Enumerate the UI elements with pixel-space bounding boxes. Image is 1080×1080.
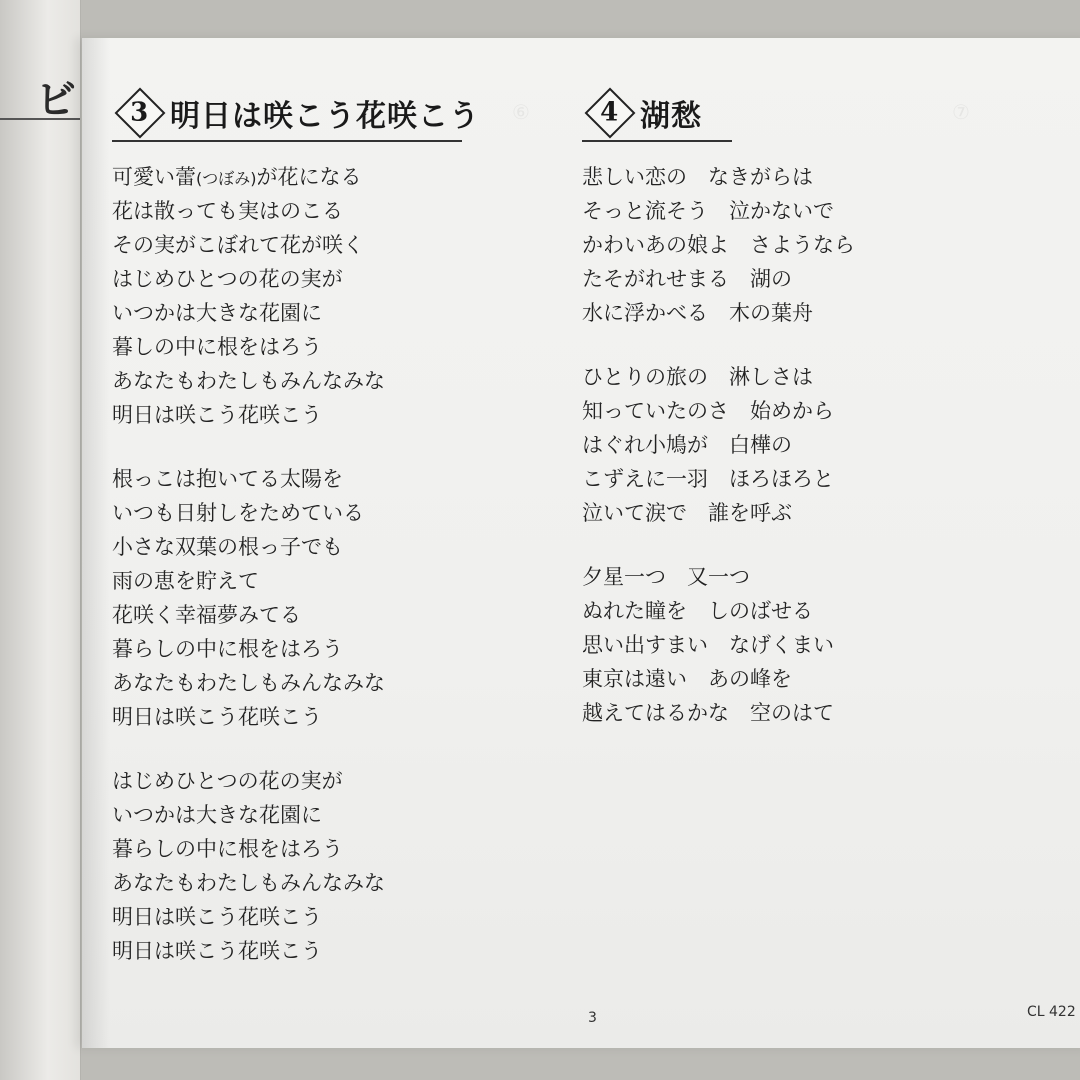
song-title: 湖愁 bbox=[640, 99, 702, 134]
stanza bbox=[582, 160, 855, 330]
lyric-line: はぐれ小鳩が 白樺の bbox=[582, 433, 792, 457]
stanza bbox=[582, 360, 855, 530]
lyric-line: たそがれせまる 湖の bbox=[582, 267, 792, 291]
stanza bbox=[112, 462, 480, 734]
lyric-line: 知っていたのさ 始めから bbox=[582, 399, 834, 423]
lyric-line: 根っこは抱いてる太陽を bbox=[112, 467, 343, 491]
lyric-segment: 可愛い蕾(つぼみ)が花になる bbox=[112, 165, 362, 189]
lyric-line: 小さな双葉の根っ子でも bbox=[112, 535, 343, 559]
lyric-line: 暮しの中に根をはろう bbox=[112, 335, 322, 359]
lyric-line: 暮らしの中に根をはろう bbox=[112, 637, 343, 661]
lyrics-booklet-page bbox=[82, 38, 1080, 1048]
lyric-line: いつかは大きな花園に bbox=[112, 301, 322, 325]
song-3 bbox=[112, 90, 480, 998]
stanza bbox=[112, 160, 480, 432]
page-number: 3 bbox=[588, 1010, 597, 1026]
song-4 bbox=[582, 90, 855, 760]
previous-page-rule bbox=[0, 118, 80, 120]
lyric-line: 明日は咲こう花咲こう bbox=[112, 939, 322, 963]
lyric-line: あなたもわたしもみんなみな bbox=[112, 671, 385, 695]
lyric-line: はじめひとつの花の実が bbox=[112, 769, 343, 793]
track-number-diamond-icon bbox=[115, 88, 166, 139]
song-4-title-row bbox=[582, 90, 855, 136]
lyric-line: 思い出すまい なげくまい bbox=[582, 633, 834, 657]
catalog-number: CL 422 bbox=[1027, 1004, 1076, 1020]
lyric-line: こずえに一羽 ほろほろと bbox=[582, 467, 834, 491]
lyric-line: その実がこぼれて花が咲く bbox=[112, 233, 364, 257]
fold-shadow bbox=[82, 38, 110, 1048]
title-underline bbox=[112, 140, 462, 142]
previous-page-title-fragment: ビ bbox=[36, 77, 76, 123]
song-3-title-row bbox=[112, 90, 480, 136]
song-title: 明日は咲こう花咲こう bbox=[170, 99, 480, 134]
lyric-line: ぬれた瞳を しのばせる bbox=[582, 599, 813, 623]
lyric-line: かわいあの娘よ さようなら bbox=[582, 233, 855, 257]
reading-annotation: (つぼみ) bbox=[196, 169, 257, 188]
song-4-lyrics bbox=[582, 160, 855, 730]
track-number: 3 bbox=[130, 98, 150, 128]
lyric-line: 明日は咲こう花咲こう bbox=[112, 705, 322, 729]
lyric-line: 明日は咲こう花咲こう bbox=[112, 905, 322, 929]
song-3-lyrics bbox=[112, 160, 480, 968]
lyric-line: 暮らしの中に根をはろう bbox=[112, 837, 343, 861]
lyric-line: そっと流そう 泣かないで bbox=[582, 199, 834, 223]
lyric-line: いつも日射しをためている bbox=[112, 501, 364, 525]
lyric-line: ひとりの旅の 淋しさは bbox=[582, 365, 813, 389]
previous-page-edge bbox=[0, 0, 81, 1080]
lyric-line: 水に浮かべる 木の葉舟 bbox=[582, 301, 813, 325]
lyric-line: いつかは大きな花園に bbox=[112, 803, 322, 827]
bleed-through-text: ⑥ bbox=[512, 100, 530, 124]
lyric-line: 花咲く幸福夢みてる bbox=[112, 603, 301, 627]
lyric-line: 泣いて涙で 誰を呼ぶ bbox=[582, 501, 792, 525]
track-number: 4 bbox=[600, 98, 620, 128]
lyric-line: 明日は咲こう花咲こう bbox=[112, 403, 322, 427]
lyric-line: 悲しい恋の なきがらは bbox=[582, 165, 813, 189]
lyric-line: 越えてはるかな 空のはて bbox=[582, 701, 834, 725]
stanza bbox=[582, 560, 855, 730]
lyric-line: 夕星一つ 又一つ bbox=[582, 565, 750, 589]
lyric-line: 東京は遠い あの峰を bbox=[582, 667, 792, 691]
lyric-line: あなたもわたしもみんなみな bbox=[112, 871, 385, 895]
bleed-through-text: ⑦ bbox=[952, 100, 970, 124]
track-number-diamond-icon bbox=[585, 88, 636, 139]
stanza bbox=[112, 764, 480, 968]
lyric-line: 花は散っても実はのこる bbox=[112, 199, 343, 223]
lyric-line: あなたもわたしもみんなみな bbox=[112, 369, 385, 393]
lyric-line bbox=[112, 160, 480, 194]
lyric-line: 雨の恵を貯えて bbox=[112, 569, 259, 593]
title-underline bbox=[582, 140, 732, 142]
lyric-line: はじめひとつの花の実が bbox=[112, 267, 343, 291]
